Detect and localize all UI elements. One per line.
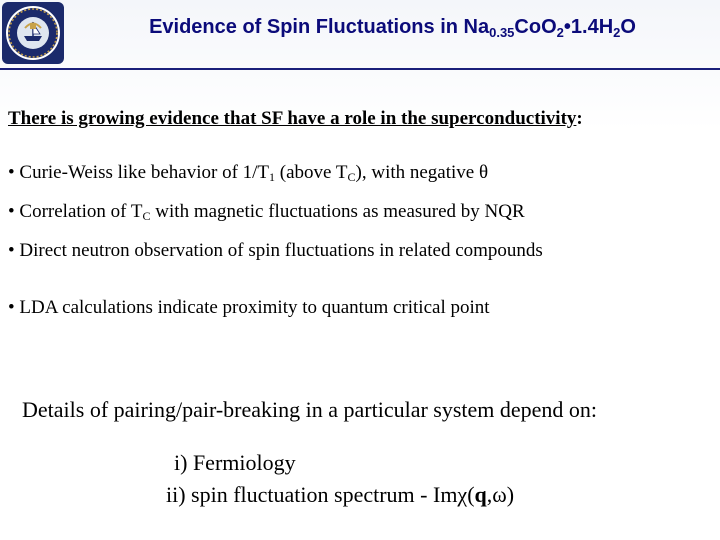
list-item-fermiology: i) Fermiology	[174, 450, 296, 475]
bullet-tc-correlation: • Correlation of $T_C$ with magnetic fluctuations as measured by NQR	[8, 201, 525, 223]
bullet-neutron: • Direct neutron observation of spin fluctuations in related compounds	[8, 240, 543, 261]
slide-title: Evidence of Spin Fluctuations in $Na_{0.35}CoO_2•1.4H_2O$	[149, 16, 636, 40]
bullet-lda: • LDA calculations indicate proximity to quantum critical point	[8, 297, 490, 318]
intro-statement: There is growing evidence that SF have a role in the superconductivity:	[8, 108, 583, 129]
title-rule	[0, 68, 720, 70]
details-heading: Details of pairing/pair-breaking in a particular system depend on:	[22, 397, 598, 422]
list-item-spin-spectrum: ii) spin fluctuation spectrum - Imχ(q,ω)	[166, 482, 515, 507]
navy-seal-icon	[2, 2, 64, 64]
bullet-curie-weiss: • Curie-Weiss like behavior of $1/T_1$ (above $T_C$), with negative θ	[8, 162, 489, 184]
